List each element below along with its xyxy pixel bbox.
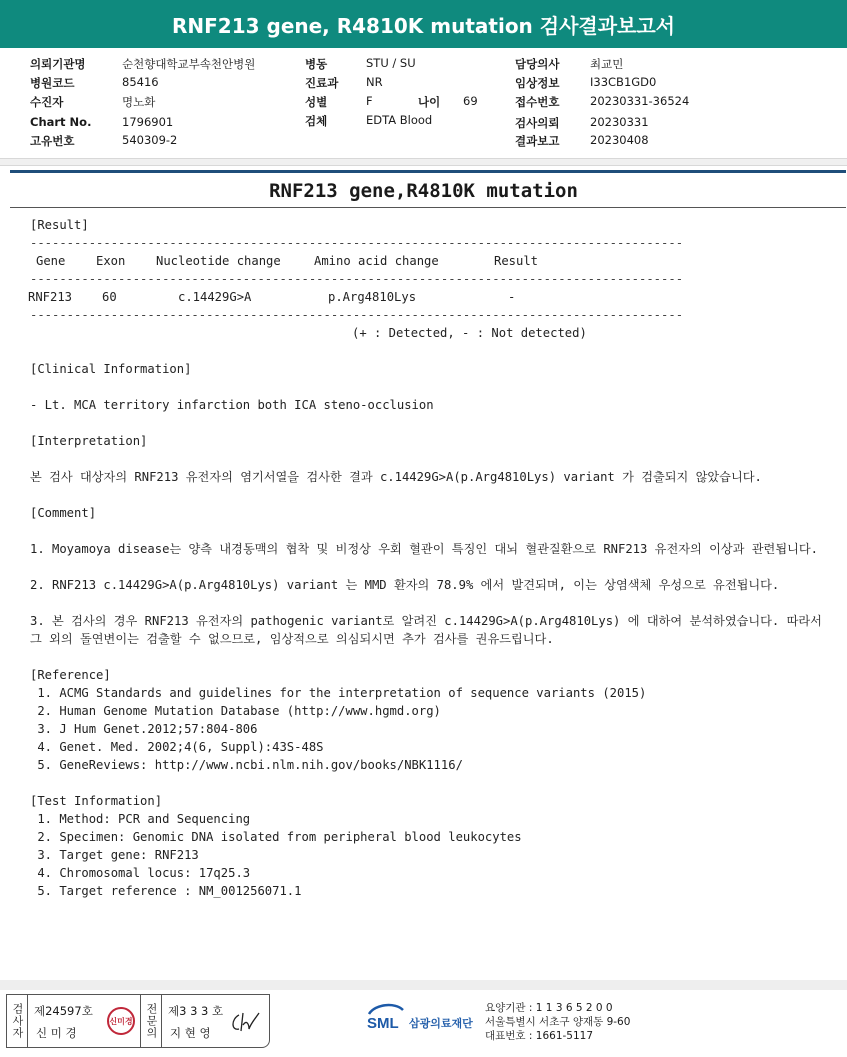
reference-item: 3. J Hum Genet.2012;57:804-806: [30, 722, 258, 736]
col-result: Result: [494, 254, 539, 268]
test-info-item: 3. Target gene: RNF213: [30, 848, 199, 862]
logo-text: SML: [367, 1015, 399, 1032]
reference-heading: [Reference]: [30, 668, 111, 682]
cell-amino-acid: p.Arg4810Lys: [328, 290, 417, 304]
tester-license: 제24597호: [34, 1004, 93, 1018]
test-info-item: 1. Method: PCR and Sequencing: [30, 812, 251, 826]
label-requesting-hospital: 의뢰기관명: [30, 57, 86, 71]
label-unique-no: 고유번호: [30, 134, 75, 148]
footer-divider: [0, 980, 847, 990]
specialist-title-text: 전문의: [145, 1003, 158, 1039]
interpretation-text: 본 검사 대상자의 RNF213 유전자의 염기서열을 검사한 결과 c.14429G>A(p.Arg4810Lys) variant 가 검출되지 않았습니다.: [30, 470, 762, 484]
specialist-license: 제3 3 3 호: [168, 1004, 224, 1018]
org-name: 삼광의료재단: [409, 1017, 473, 1030]
dash-line: -----------------------------------------------------------------------------------------: [30, 236, 684, 250]
label-report-date: 결과보고: [515, 134, 560, 148]
value-age: 69: [463, 94, 478, 108]
cell-gene: RNF213: [28, 290, 73, 304]
reference-item: 1. ACMG Standards and guidelines for the interpretation of sequence variants (2015): [30, 686, 647, 700]
specialist-title: [140, 995, 162, 1047]
specialist-name: 지 현 영: [170, 1026, 211, 1040]
dash-line: -----------------------------------------------------------------------------------------: [30, 272, 684, 286]
test-info-heading: [Test Information]: [30, 794, 163, 808]
label-patient: 수진자: [30, 95, 64, 109]
divider: [0, 158, 847, 166]
value-sex: F: [366, 94, 373, 108]
tester-seal-icon: [107, 1007, 135, 1035]
org-line: 서울특별시 서초구 양재동 9-60: [485, 1016, 631, 1028]
sml-logo-icon: [365, 1002, 407, 1030]
legend-row: [30, 324, 830, 342]
col-gene: Gene: [36, 254, 66, 268]
label-request-date: 검사의뢰: [515, 116, 560, 130]
value-physician: 최교민: [590, 57, 624, 71]
value-department: NR: [366, 75, 383, 89]
label-specimen: 검체: [305, 114, 328, 128]
label-receipt-no: 접수번호: [515, 95, 560, 109]
reference-item: 4. Genet. Med. 2002;4(6, Suppl):43S-48S: [30, 740, 324, 754]
dash-line: -----------------------------------------------------------------------------------------: [30, 308, 684, 322]
value-requesting-hospital: 순천향대학교부속천안병원: [122, 57, 256, 71]
value-patient: 명노화: [122, 95, 156, 109]
org-info: [485, 1001, 630, 1043]
interpretation-heading: [Interpretation]: [30, 434, 148, 448]
result-table-header: [30, 252, 830, 270]
report-title-bar: [0, 0, 847, 48]
label-age: 나이: [418, 95, 441, 109]
signature-icon: [229, 1009, 265, 1035]
value-chart-no: 1796901: [122, 115, 174, 129]
org-line: 요양기관 : 1 1 3 6 5 2 0 0: [485, 1002, 613, 1014]
signature-box: [6, 994, 270, 1048]
comment-item: 3. 본 검사의 경우 RNF213 유전자의 pathogenic variant로 알려진 c.14429G>A(p.Arg4810Lys) 에 대하여 분석하였습니다. 따라서 그 외의 돌연변이는 검출할 수 없으므로, 임상적으로 의심되시면 추가 검사를 권유드립니다.: [30, 614, 822, 646]
col-amino-acid: Amino acid change: [314, 254, 439, 268]
section-rule: [10, 170, 846, 173]
value-report-date: 20230408: [590, 133, 649, 147]
seal-text: 신미경: [109, 1016, 133, 1026]
label-ward: 병동: [305, 57, 328, 71]
test-info-item: 5. Target reference : NM_001256071.1: [30, 884, 302, 898]
col-nucleotide: Nucleotide change: [156, 254, 281, 268]
tester-title: [7, 995, 28, 1047]
test-info-item: 4. Chromosomal locus: 17q25.3: [30, 866, 251, 880]
value-clinical-info: I33CB1GD0: [590, 75, 657, 89]
title-underline: [10, 207, 846, 208]
label-department: 진료과: [305, 76, 339, 90]
clinical-heading: [Clinical Information]: [30, 362, 192, 376]
result-legend: (+ : Detected, - : Not detected): [352, 326, 587, 340]
value-request-date: 20230331: [590, 115, 649, 129]
value-hospital-code: 85416: [122, 75, 159, 89]
value-specimen: EDTA Blood: [366, 113, 433, 127]
patient-info: [0, 54, 847, 154]
org-line: 대표번호 : 1661-5117: [485, 1030, 594, 1042]
table-row: [30, 288, 830, 306]
tester-title-text: 검사자: [11, 1003, 24, 1039]
report-title: RNF213 gene, R4810K mutation 검사결과보고서: [171, 13, 675, 38]
cell-nucleotide: c.14429G>A: [178, 290, 252, 304]
report-body: [30, 216, 830, 900]
clinical-text: - Lt. MCA territory infarction both ICA steno-occlusion: [30, 398, 434, 412]
test-title: RNF213 gene,R4810K mutation: [269, 180, 578, 202]
reference-item: 2. Human Genome Mutation Database (http://www.hgmd.org): [30, 704, 441, 718]
label-sex: 성별: [305, 95, 328, 109]
tester-name: 신 미 경: [36, 1026, 77, 1040]
result-heading: [Result]: [30, 218, 89, 232]
comment-item: 2. RNF213 c.14429G>A(p.Arg4810Lys) variant 는 MMD 환자의 78.9% 에서 발견되며, 이는 상염색체 우성으로 유전됩니다.: [30, 578, 780, 592]
value-ward: STU / SU: [366, 56, 416, 70]
comment-heading: [Comment]: [30, 506, 97, 520]
label-physician: 담당의사: [515, 57, 560, 71]
test-info-item: 2. Specimen: Genomic DNA isolated from peripheral blood leukocytes: [30, 830, 522, 844]
label-hospital-code: 병원코드: [30, 76, 75, 90]
value-unique-no: 540309-2: [122, 133, 178, 147]
value-receipt-no: 20230331-36524: [590, 94, 690, 108]
reference-item: 5. GeneReviews: http://www.ncbi.nlm.nih.gov/books/NBK1116/: [30, 758, 463, 772]
col-exon: Exon: [96, 254, 126, 268]
label-clinical-info: 임상정보: [515, 76, 560, 90]
comment-item: 1. Moyamoya disease는 양측 내경동맥의 협착 및 비정상 우회 혈관이 특징인 대뇌 혈관질환으로 RNF213 유전자의 이상과 관련됩니다.: [30, 542, 818, 556]
label-chart-no: Chart No.: [30, 115, 92, 129]
cell-exon: 60: [102, 290, 117, 304]
cell-result: -: [508, 290, 516, 304]
